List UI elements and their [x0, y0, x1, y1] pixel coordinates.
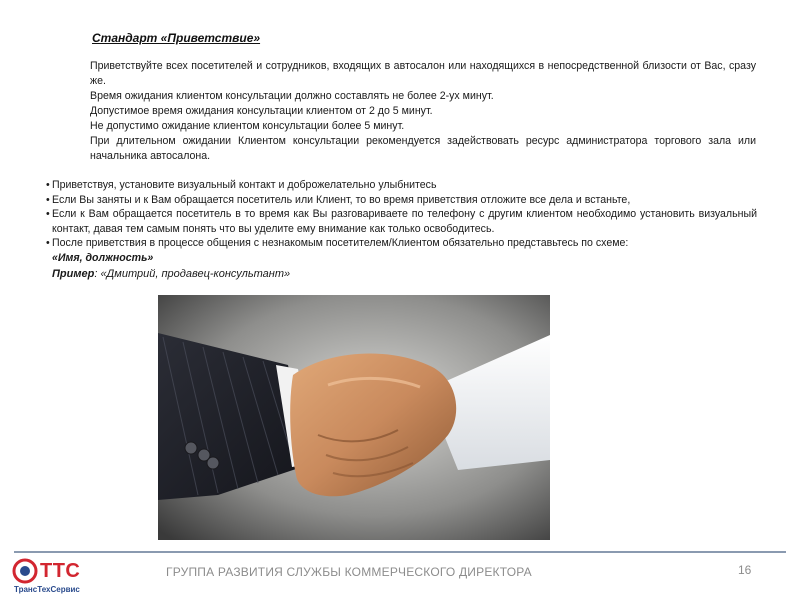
list-item: [47, 193, 757, 208]
intro-paragraph: Приветствуйте всех посетителей и сотрудников, входящих в автосалон или находящихся в непосредственной близости от Вас, сразу же.: [90, 60, 756, 87]
page-number: 16: [738, 563, 752, 577]
list-item: [47, 178, 757, 193]
footer-group-name: ГРУППА РАЗВИТИЯ СЛУЖБЫ КОММЕРЧЕСКОГО ДИРЕКТОРА: [166, 565, 532, 579]
logo-subtitle: ТрансТехСервис: [14, 585, 80, 594]
list-item-text: После приветствия в процессе общения с незнакомым посетителем/Клиентом обязательно представьтесь по схеме:: [52, 237, 629, 249]
logo-text: ТТС: [40, 560, 81, 582]
example-line: [52, 268, 290, 280]
example-label: Пример: [52, 268, 95, 280]
logo-emblem-icon: [12, 558, 42, 584]
intro-text: [90, 59, 756, 164]
list-item: [47, 207, 757, 236]
rules-list: [47, 178, 757, 265]
slide-title: Стандарт «Приветствие»: [92, 31, 261, 45]
handshake-photo: [158, 295, 550, 540]
footer-divider: [14, 551, 786, 553]
list-item-text: Если к Вам обращается посетитель в то время как Вы разговариваете по телефону с другим клиентом необходимо установить визуальный контакт, давая тем самым понять что вы уделите ему внимание как только освободитесь.: [52, 208, 757, 235]
intro-paragraph: Время ожидания клиентом консультации должно составлять не более 2-ух минут.: [90, 90, 494, 102]
example-text: : «Дмитрий, продавец-консультант»: [94, 268, 291, 280]
intro-paragraph: Допустимое время ожидания консультации клиентом от 2 до 5 минут.: [90, 105, 433, 117]
list-item: [47, 236, 757, 265]
name-scheme: «Имя, должность»: [52, 251, 154, 264]
intro-paragraph: При длительном ожидании Клиентом консультации рекомендуется задействовать ресурс администратора торгового зала или начальника автосалона.: [90, 135, 756, 162]
list-item-text: Приветствуя, установите визуальный контакт и доброжелательно улыбнитесь: [52, 179, 437, 191]
intro-paragraph: Не допустимо ожидание клиентом консультации более 5 минут.: [90, 120, 405, 132]
list-item-text: Если Вы заняты и к Вам обращается посетитель или Клиент, то во время приветствия отложите все дела и встаньте,: [52, 193, 631, 206]
